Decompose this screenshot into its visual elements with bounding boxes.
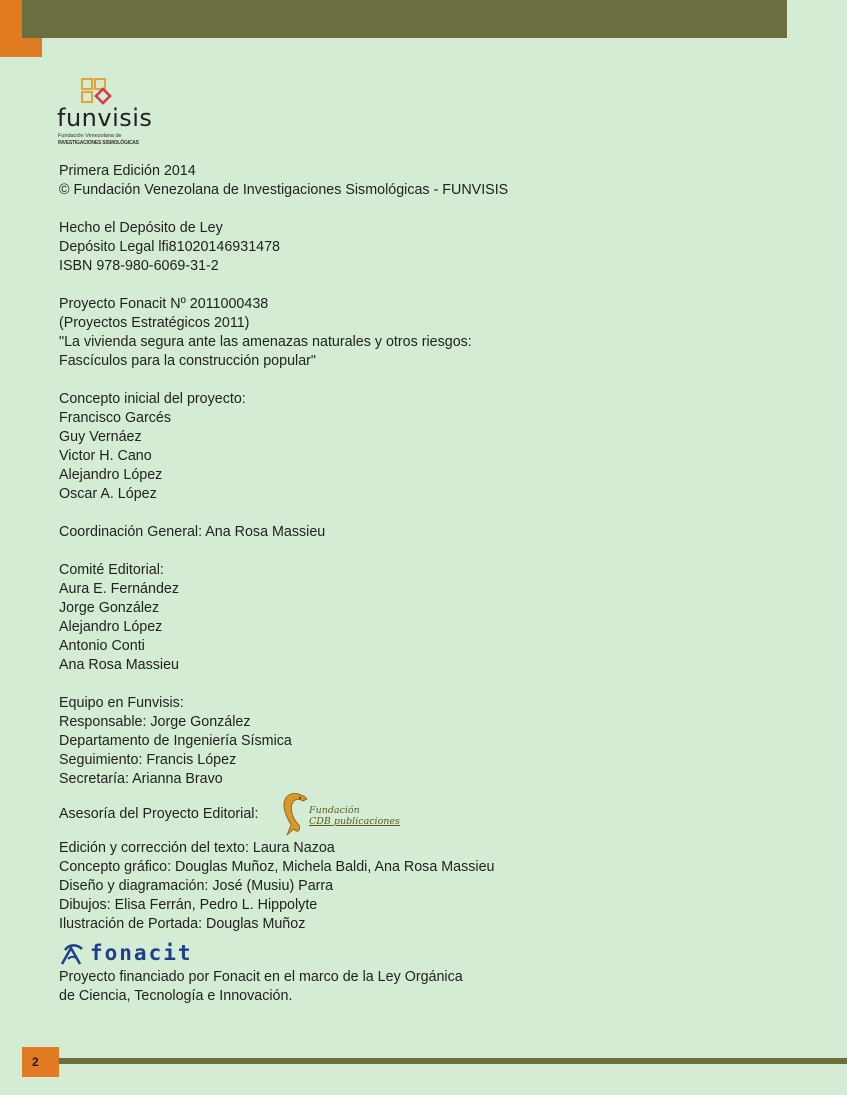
concept-heading: Concepto inicial del proyecto: — [59, 391, 246, 407]
concept-name: Oscar A. López — [59, 486, 157, 502]
page-number: 2 — [22, 1047, 59, 1077]
committee-name: Alejandro López — [59, 619, 163, 635]
edition-line: Primera Edición 2014 — [59, 163, 196, 179]
committee-name: Ana Rosa Massieu — [59, 657, 179, 673]
team-line: Responsable: Jorge González — [59, 714, 251, 730]
cdb-logo-line1: Fundación — [309, 805, 360, 816]
fonacit-logo-icon — [59, 942, 85, 966]
project-program-line: (Proyectos Estratégicos 2011) — [59, 315, 250, 331]
committee-name: Aura E. Fernández — [59, 581, 180, 597]
fonacit-logo — [59, 940, 659, 968]
committee-heading: Comité Editorial: — [59, 562, 164, 578]
funding-line: Proyecto financiado por Fonacit en el marco de la Ley Orgánica — [59, 969, 463, 985]
credit-line: Edición y corrección del texto: Laura Nazoa — [59, 840, 335, 856]
credit-line: Concepto gráfico: Douglas Muñoz, Michela Baldi, Ana Rosa Massieu — [59, 859, 495, 875]
team-heading: Equipo en Funvisis: — [59, 695, 184, 711]
fonacit-wordmark: fonacit — [90, 941, 193, 965]
top-header-bar — [22, 0, 787, 38]
credit-line: Ilustración de Portada: Douglas Muñoz — [59, 916, 306, 932]
bottom-footer-bar — [58, 1058, 847, 1064]
legal-deposit-line: Depósito Legal lfi81020146931478 — [59, 239, 280, 255]
logo-tagline-bold: INVESTIGACIONES SISMOLÓGICAS — [58, 140, 139, 146]
cdb-publicaciones-logo — [279, 789, 399, 837]
concept-name: Alejandro López — [59, 467, 163, 483]
cdb-logo-line2: CDB publicaciones — [309, 816, 400, 827]
concept-name: Victor H. Cano — [59, 448, 152, 464]
credit-line: Diseño y diagramación: José (Musiu) Parra — [59, 878, 334, 894]
project-title-line: "La vivienda segura ante las amenazas naturales y otros riesgos: — [59, 334, 472, 350]
credits-page-content — [59, 162, 659, 1006]
isbn-line: ISBN 978-980-6069-31-2 — [59, 258, 219, 274]
copyright-line: © Fundación Venezolana de Investigaciones Sismológicas - FUNVISIS — [59, 182, 509, 198]
advisory-label: Asesoría del Proyecto Editorial: — [59, 806, 259, 822]
dolphin-logo-icon — [279, 789, 309, 837]
advisory-row — [59, 789, 659, 839]
project-subtitle-line: Fascículos para la construcción popular" — [59, 353, 316, 369]
logo-wordmark: funvisis — [57, 104, 153, 132]
funding-line: de Ciencia, Tecnología e Innovación. — [59, 988, 293, 1004]
deposit-line: Hecho el Depósito de Ley — [59, 220, 223, 236]
logo-tagline: Fundación Venezolana de — [58, 133, 122, 139]
concept-name: Francisco Garcés — [59, 410, 172, 426]
funvisis-logo — [57, 78, 157, 150]
team-line: Secretaría: Arianna Bravo — [59, 771, 223, 787]
committee-name: Antonio Conti — [59, 638, 145, 654]
team-line: Departamento de Ingeniería Sísmica — [59, 733, 292, 749]
project-number-line: Proyecto Fonacit Nº 2011000438 — [59, 296, 269, 312]
credit-line: Dibujos: Elisa Ferrán, Pedro L. Hippolyte — [59, 897, 318, 913]
concept-name: Guy Vernáez — [59, 429, 142, 445]
committee-name: Jorge González — [59, 600, 160, 616]
team-line: Seguimiento: Francis López — [59, 752, 237, 768]
coordination-line: Coordinación General: Ana Rosa Massieu — [59, 524, 326, 540]
